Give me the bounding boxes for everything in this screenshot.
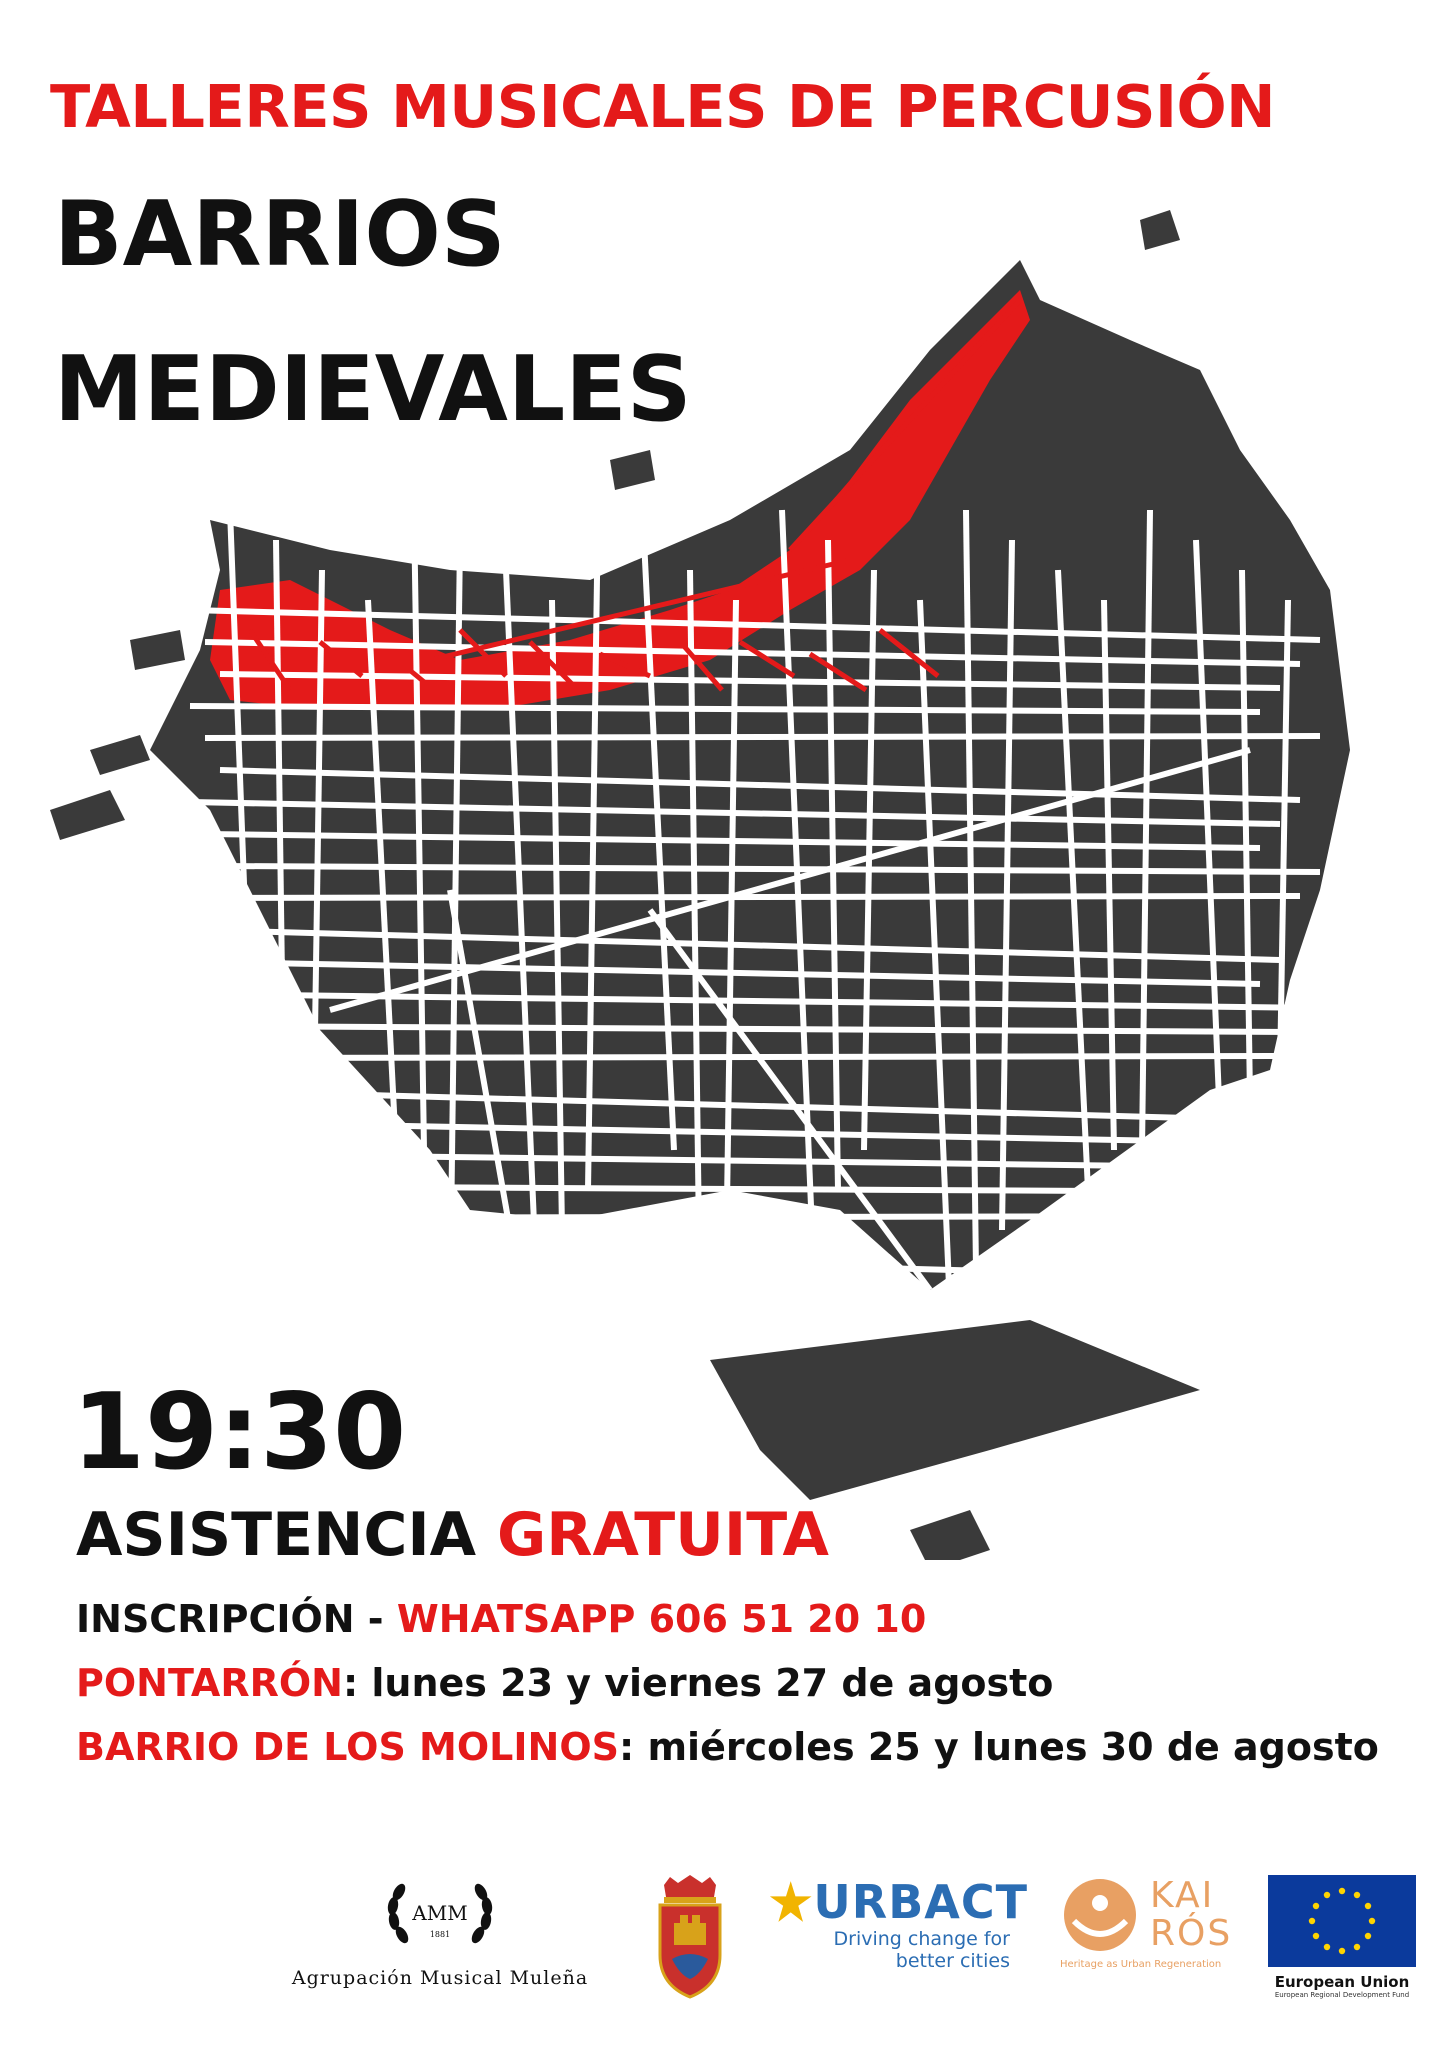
street-map-illustration <box>30 182 1430 1560</box>
kairos-logo <box>1060 1875 1260 2000</box>
eu-star <box>1309 1918 1315 1924</box>
eu-star <box>1369 1918 1375 1924</box>
eu-star <box>1365 1933 1371 1939</box>
street <box>205 1216 1260 1218</box>
whatsapp-contact[interactable]: WHATSAPP 606 51 20 10 <box>396 1597 927 1641</box>
laurel-wreath-icon <box>380 1875 500 1957</box>
urbact-tagline-2: better cities <box>895 1949 1010 1972</box>
city-block-fragment <box>130 630 185 670</box>
kairos-tagline: Heritage as Urban Regeneration <box>1060 1959 1222 1970</box>
urbact-logo <box>768 1875 1028 2000</box>
eu-logo <box>1268 1875 1416 2000</box>
street <box>220 1056 1280 1058</box>
poster-subtitle: TALLERES MUSICALES DE PERCUSIÓN <box>50 72 1276 141</box>
street <box>220 1250 1320 1280</box>
city-block-fragment <box>50 790 125 840</box>
event-time: 19:30 <box>72 1371 407 1493</box>
amm-logo <box>260 1875 620 2000</box>
urbact-tagline-1: Driving change for <box>833 1928 1010 1950</box>
session-pontarron <box>76 1661 1054 1705</box>
session-dates: : miércoles 25 y lunes 30 de agosto <box>619 1725 1379 1769</box>
attendance-free-label: GRATUITA <box>497 1500 829 1570</box>
eu-star <box>1339 1948 1345 1954</box>
coat-of-arms-logo <box>650 1875 730 2000</box>
poster-title-line1: BARRIOS <box>54 182 506 287</box>
eu-flag-icon <box>1268 1875 1416 1967</box>
eu-star <box>1354 1944 1360 1950</box>
street <box>190 896 1300 898</box>
kairos-word-2: RÓS <box>1150 1913 1233 1954</box>
amm-monogram: AMM <box>412 1901 468 1925</box>
registration-label: INSCRIPCIÓN - <box>76 1597 397 1641</box>
eu-star <box>1354 1892 1360 1898</box>
kairos-word-1: KAI <box>1150 1875 1215 1917</box>
amm-name: Agrupación Musical Muleña <box>291 1967 589 1989</box>
city-block-fragment <box>610 450 655 490</box>
poster-title-line2: MEDIEVALES <box>54 337 692 442</box>
eu-star <box>1313 1933 1319 1939</box>
urbact-wordmark: URBACT <box>813 1875 1028 1929</box>
urbact-star-icon <box>768 1878 813 1926</box>
eu-star <box>1324 1944 1330 1950</box>
session-place: BARRIO DE LOS MOLINOS <box>76 1725 620 1769</box>
attendance-label: ASISTENCIA <box>76 1500 497 1570</box>
session-molinos <box>76 1725 1379 1769</box>
city-block-fragment <box>1140 210 1180 250</box>
session-dates: : lunes 23 y viernes 27 de agosto <box>342 1661 1054 1705</box>
eu-name: European Union <box>1274 1973 1410 1991</box>
registration-line <box>76 1597 927 1641</box>
amm-year: 1881 <box>429 1930 451 1939</box>
session-place: PONTARRÓN <box>76 1661 343 1705</box>
city-block-fragment <box>90 735 150 775</box>
eu-star <box>1324 1892 1330 1898</box>
eu-star <box>1339 1888 1345 1894</box>
eu-star <box>1365 1903 1371 1909</box>
attendance-line <box>76 1500 829 1570</box>
eu-fund: European Regional Development Fund <box>1274 1991 1410 1999</box>
city-block-small <box>910 1510 990 1560</box>
kairos-sun-icon <box>1060 1875 1140 1955</box>
street <box>190 1186 1280 1192</box>
eu-star <box>1313 1903 1319 1909</box>
city-block-spur <box>710 1320 1200 1500</box>
coat-of-arms-icon <box>650 1875 730 2000</box>
street <box>190 1282 1300 1304</box>
